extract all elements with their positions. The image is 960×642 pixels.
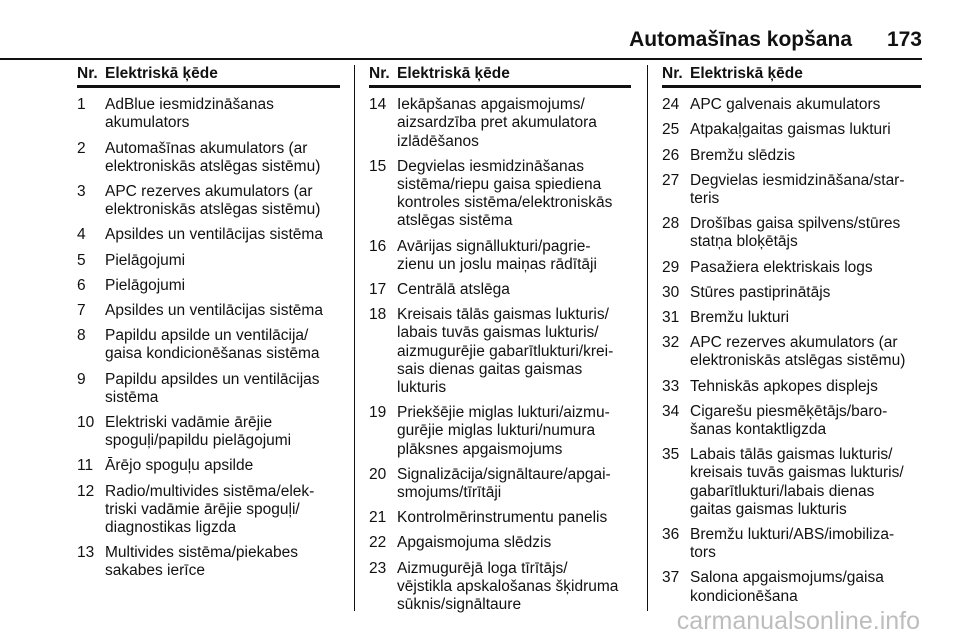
table-row <box>369 466 631 502</box>
fuse-number: 32 <box>662 334 680 352</box>
fuse-number: 26 <box>662 146 680 164</box>
table-row <box>77 483 340 538</box>
circuit-description: Kontrolmērinstrumentu panelis <box>397 509 608 527</box>
fuse-number: 29 <box>662 258 680 276</box>
table-row <box>662 446 921 519</box>
fuse-number: 7 <box>77 302 86 320</box>
circuit-description: Apsildes un ventilācijas sistēma <box>105 226 323 244</box>
watermark: carmanualsonline.info <box>676 607 920 635</box>
table-row <box>77 302 340 320</box>
fuse-number: 8 <box>77 327 86 345</box>
fuse-number: 21 <box>369 509 387 527</box>
table-row <box>662 378 921 396</box>
table-row <box>77 414 340 450</box>
page-header <box>0 22 922 60</box>
fuse-number: 36 <box>662 526 680 544</box>
fuse-number: 37 <box>662 569 680 587</box>
circuit-description: Drošības gaisa spilvens/stūres statņa bloķētājs <box>690 215 901 251</box>
circuit-description: Aizmugurējā loga tīrītājs/ vējstikla apskalošanas šķidruma sūknis/signāltaure <box>397 559 619 614</box>
fuse-table-column-3 <box>662 65 921 613</box>
header-nr: Nr. <box>369 65 390 82</box>
table-row <box>77 252 340 270</box>
header-nr: Nr. <box>77 65 98 82</box>
page-title: Automašīnas kopšana <box>629 28 852 51</box>
fuse-number: 14 <box>369 96 387 114</box>
header-nr: Nr. <box>662 65 683 82</box>
circuit-description: Degvielas iesmidzināšana/star- teris <box>690 171 905 208</box>
circuit-description: Papildu apsildes un ventilācijas sistēma <box>105 370 320 406</box>
table-row <box>662 96 921 114</box>
circuit-description: AdBlue iesmidzināšanas akumulators <box>105 96 274 132</box>
circuit-description: Priekšējie miglas lukturi/aizmu- gurējie miglas lukturi/numura plāksnes apgaismojums <box>397 404 610 458</box>
circuit-description: Elektriski vadāmie ārējie spoguļi/papildu pielāgojumi <box>105 414 292 450</box>
fuse-number: 2 <box>77 139 86 157</box>
fuse-number: 23 <box>369 559 387 577</box>
circuit-description: Apsildes un ventilācijas sistēma <box>105 302 323 320</box>
fuse-number: 9 <box>77 370 86 388</box>
column-divider <box>647 65 648 611</box>
fuse-number: 35 <box>662 446 680 464</box>
header-circuit: Elektriskā ķēde <box>690 65 803 82</box>
table-row <box>662 284 921 302</box>
circuit-description: Kreisais tālās gaismas lukturis/ labais tuvās gaismas lukturis/ aizmugurējie gabarītlukturi/krei- sais dienas gaitas gaismas lukturis <box>397 306 614 397</box>
fuse-number: 34 <box>662 402 680 420</box>
fuse-number: 27 <box>662 171 680 189</box>
table-row <box>662 147 921 165</box>
circuit-description: Multivides sistēma/piekabes sakabes ierīce <box>105 544 298 580</box>
circuit-description: Degvielas iesmidzināšanas sistēma/riepu gaisa spiediena kontroles sistēma/elektroniskās atslēgas sistēma <box>397 157 613 230</box>
table-row <box>77 226 340 244</box>
circuit-description: Ārējo spoguļu apsilde <box>105 457 254 475</box>
circuit-description: Pielāgojumi <box>105 276 186 294</box>
fuse-number: 19 <box>369 404 387 422</box>
circuit-description: Stūres pastiprinātājs <box>690 283 831 301</box>
circuit-description: Tehniskās apkopes displejs <box>690 377 878 395</box>
table-row <box>662 215 921 251</box>
fuse-number: 30 <box>662 283 680 301</box>
column-divider <box>354 65 355 611</box>
table-row <box>77 96 340 132</box>
circuit-description: Bremžu slēdzis <box>690 146 796 164</box>
table-row <box>662 569 921 605</box>
circuit-description: Automašīnas akumulators (ar elektroniskās atslēgas sistēmu) <box>105 139 321 175</box>
table-row <box>369 158 631 231</box>
fuse-number: 25 <box>662 121 680 139</box>
circuit-description: Pielāgojumi <box>105 251 186 269</box>
table-row <box>77 544 340 580</box>
fuse-number: 1 <box>77 96 86 114</box>
circuit-description: Radio/multivides sistēma/elek- triski vadāmie ārējie spoguļi/ diagnostikas ligzda <box>105 482 315 537</box>
table-header <box>77 65 340 88</box>
table-row <box>369 306 631 397</box>
page-number: 173 <box>886 28 922 51</box>
circuit-description: Bremžu lukturi <box>690 309 790 327</box>
table-row <box>77 140 340 176</box>
table-row <box>77 371 340 407</box>
table-row <box>662 309 921 327</box>
table-row <box>77 183 340 219</box>
fuse-number: 22 <box>369 534 387 552</box>
circuit-description: Bremžu lukturi/ABS/imobiliza- tors <box>690 526 895 562</box>
fuse-number: 10 <box>77 414 95 432</box>
fuse-number: 12 <box>77 482 95 500</box>
table-header <box>662 65 921 88</box>
table-row <box>662 334 921 370</box>
circuit-description: Papildu apsilde un ventilācija/ gaisa kondicionēšanas sistēma <box>105 327 320 363</box>
fuse-number: 31 <box>662 309 680 327</box>
table-row <box>662 259 921 277</box>
circuit-description: Signalizācija/signāltaure/apgai- smojums/tīrītāji <box>397 465 611 502</box>
table-row <box>77 457 340 475</box>
table-header <box>369 65 631 88</box>
fuse-number: 15 <box>369 157 387 175</box>
circuit-description: Atpakaļgaitas gaismas lukturi <box>690 121 891 139</box>
fuse-number: 16 <box>369 237 387 255</box>
fuse-table-column-1 <box>77 65 340 588</box>
table-row <box>662 403 921 439</box>
table-row <box>662 172 921 208</box>
fuse-number: 17 <box>369 281 387 299</box>
circuit-description: Iekāpšanas apgaismojums/ aizsardzība pret akumulatora izlādēšanos <box>397 96 597 150</box>
table-row <box>77 277 340 295</box>
table-row <box>369 96 631 151</box>
circuit-description: Salona apgaismojums/gaisa kondicionēšana <box>690 569 884 605</box>
table-row <box>77 327 340 363</box>
circuit-description: Avārijas signāllukturi/pagrie- zienu un joslu maiņas rādītāji <box>397 237 597 273</box>
fuse-number: 6 <box>77 276 86 294</box>
table-row <box>662 526 921 562</box>
fuse-number: 18 <box>369 306 387 324</box>
circuit-description: APC rezerves akumulators (ar elektroniskās atslēgas sistēmu) <box>690 334 906 370</box>
fuse-number: 4 <box>77 226 86 244</box>
fuse-table-column-2 <box>369 65 631 621</box>
circuit-description: APC galvenais akumulators <box>690 96 881 114</box>
fuse-number: 11 <box>77 457 94 475</box>
table-row <box>369 560 631 615</box>
circuit-description: APC rezerves akumulators (ar elektroniskās atslēgas sistēmu) <box>105 183 321 219</box>
fuse-number: 5 <box>77 251 86 269</box>
fuse-number: 3 <box>77 183 86 201</box>
table-row <box>369 238 631 274</box>
header-circuit: Elektriskā ķēde <box>105 65 218 82</box>
header-circuit: Elektriskā ķēde <box>397 65 510 82</box>
table-row <box>369 509 631 527</box>
table-row <box>369 281 631 299</box>
fuse-number: 33 <box>662 377 680 395</box>
circuit-description: Centrālā atslēga <box>397 281 510 299</box>
fuse-number: 28 <box>662 215 680 233</box>
table-row <box>369 534 631 552</box>
table-row <box>369 404 631 459</box>
fuse-number: 20 <box>369 465 387 483</box>
circuit-description: Pasažiera elektriskais logs <box>690 258 873 276</box>
circuit-description: Cigarešu piesmēķētājs/baro- šanas kontaktligzda <box>690 402 888 439</box>
circuit-description: Apgaismojuma slēdzis <box>397 534 552 552</box>
table-row <box>662 121 921 139</box>
fuse-number: 13 <box>77 544 95 562</box>
fuse-number: 24 <box>662 96 680 114</box>
circuit-description: Labais tālās gaismas lukturis/ kreisais tuvās gaismas lukturis/ gabarītlukturi/labais dienas gaitas gaismas lukturis <box>690 446 904 518</box>
